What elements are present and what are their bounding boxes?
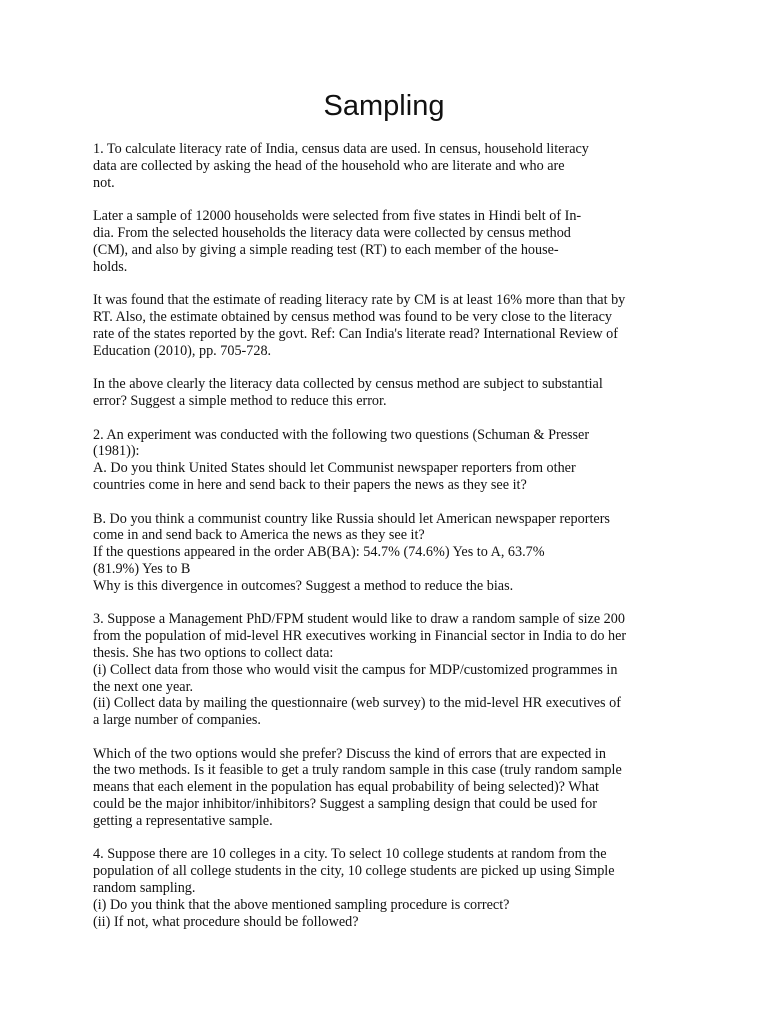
paragraph	[93, 376, 693, 410]
paragraph	[93, 292, 693, 359]
text-line: 2. An experiment was conducted with the following two questions (Schuman & Presser	[93, 426, 590, 443]
text-line: In the above clearly the literacy data collected by census method are subject to substantial	[93, 376, 603, 393]
text-line: It was found that the estimate of reading literacy rate by CM is at least 16% more than that by	[93, 292, 626, 309]
text-line: not.	[93, 174, 115, 191]
text-line: (i) Collect data from those who would visit the campus for MDP/customized programmes in	[93, 661, 618, 678]
text-line: could be the major inhibitor/inhibitors? Suggest a sampling design that could be used for	[93, 796, 597, 813]
paragraph	[93, 746, 693, 830]
text-line: rate of the states reported by the govt. Ref: Can India's literate read? International Review of	[93, 325, 618, 342]
text-line: RT. Also, the estimate obtained by census method was found to be very close to the literacy	[93, 308, 612, 325]
text-line: (81.9%) Yes to B	[93, 560, 191, 577]
text-line: dia. From the selected households the literacy data were collected by census method	[93, 224, 571, 241]
paragraph	[93, 511, 693, 595]
paragraph	[93, 611, 693, 729]
text-line: come in and send back to America the news as they see it?	[93, 527, 425, 544]
text-line: B. Do you think a communist country like Russia should let American newspaper reporters	[93, 510, 610, 527]
text-line: 3. Suppose a Management PhD/FPM student would like to draw a random sample of size 200	[93, 611, 625, 628]
text-line: 1. To calculate literacy rate of India, census data are used. In census, household literacy	[93, 141, 589, 157]
paragraph	[93, 846, 693, 930]
text-line: (ii) If not, what procedure should be followed?	[93, 913, 359, 930]
text-line: the two methods. Is it feasible to get a truly random sample in this case (truly random sample	[93, 762, 622, 779]
text-line: error? Suggest a simple method to reduce this error.	[93, 392, 387, 409]
text-line: population of all college students in the city, 10 college students are picked up using Simple	[93, 863, 615, 880]
text-line: 4. Suppose there are 10 colleges in a city. To select 10 college students at random from the	[93, 846, 607, 863]
text-line: Which of the two options would she prefer? Discuss the kind of errors that are expected in	[93, 745, 606, 762]
paragraph	[93, 208, 693, 275]
paragraph	[93, 427, 693, 494]
text-line: getting a representative sample.	[93, 812, 273, 829]
text-line: holds.	[93, 258, 128, 275]
document-body	[93, 141, 693, 947]
text-line: (i) Do you think that the above mentioned sampling procedure is correct?	[93, 896, 510, 913]
text-line: countries come in here and send back to their papers the news as they see it?	[93, 476, 527, 493]
text-line: means that each element in the population has equal probability of being selected)? What	[93, 779, 599, 796]
text-line: If the questions appeared in the order AB(BA): 54.7% (74.6%) Yes to A, 63.7%	[93, 544, 545, 561]
text-line: Education (2010), pp. 705-728.	[93, 342, 272, 359]
text-line: Why is this divergence in outcomes? Suggest a method to reduce the bias.	[93, 577, 514, 594]
text-line: thesis. She has two options to collect data:	[93, 644, 334, 661]
text-line: Later a sample of 12000 households were selected from five states in Hindi belt of In-	[93, 208, 582, 225]
text-line: random sampling.	[93, 880, 196, 897]
text-line: from the population of mid-level HR executives working in Financial sector in India to do her	[93, 628, 627, 645]
text-line: (1981)):	[93, 443, 140, 460]
text-line: (CM), and also by giving a simple reading test (RT) to each member of the house-	[93, 241, 559, 258]
text-line: A. Do you think United States should let Communist newspaper reporters from other	[93, 460, 576, 477]
text-line: data are collected by asking the head of the household who are literate and who are	[93, 157, 565, 174]
paragraph	[93, 141, 693, 191]
text-line: (ii) Collect data by mailing the questionnaire (web survey) to the mid-level HR executives of	[93, 695, 621, 712]
text-line: the next one year.	[93, 678, 194, 695]
page-title: Sampling	[323, 90, 445, 122]
text-line: a large number of companies.	[93, 712, 261, 729]
